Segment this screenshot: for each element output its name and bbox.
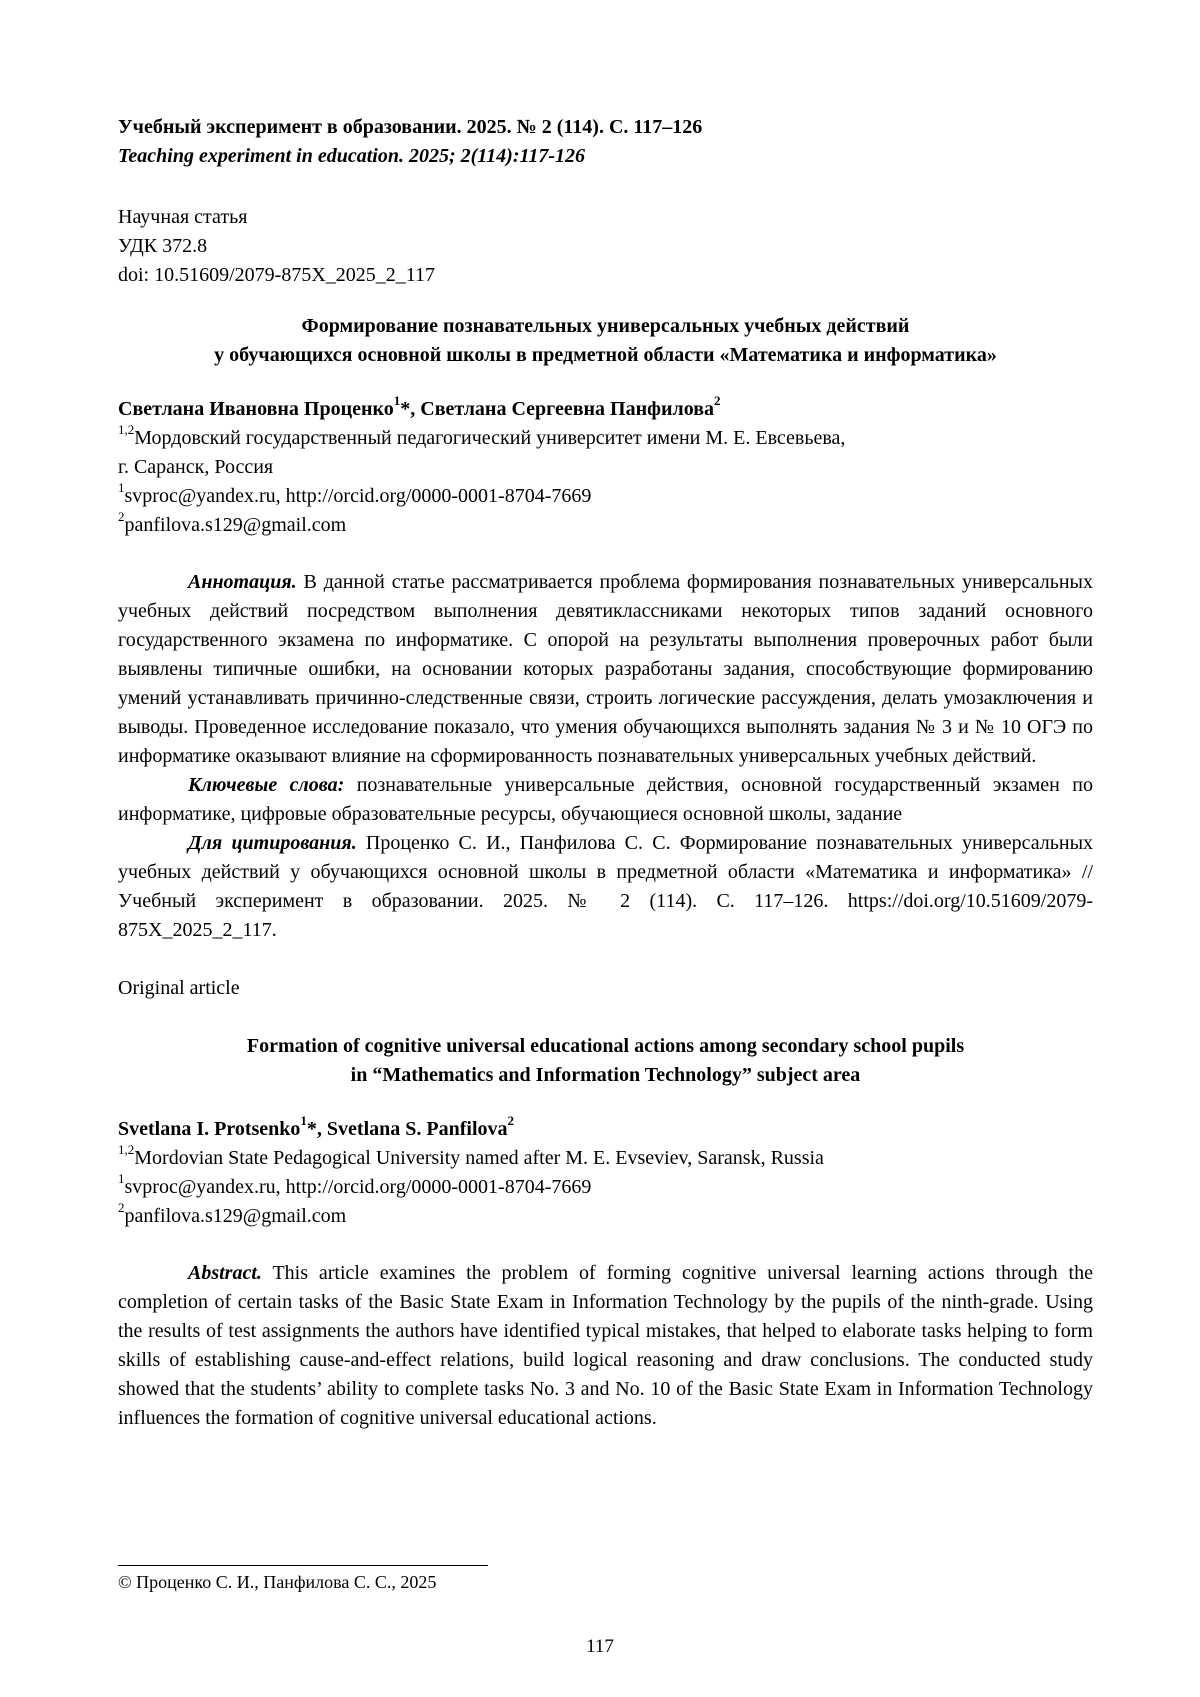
author1-ru-sup: 1 bbox=[393, 393, 401, 409]
journal-ref-ru: Учебный эксперимент в образовании. 2025. № 2 (114). С. 117–126 bbox=[118, 116, 703, 138]
article-content bbox=[118, 113, 1093, 1433]
author2-en: Svetlana S. Panfilova bbox=[326, 1118, 508, 1140]
citation-text: Проценко С. И., Панфилова С. С. Формирование познавательных универсальных учебных действий у обучающихся основной школы в предметной области «Математика и информатика» // Учебный эксперимент в образовании. 2025. № 2 (114). С. 117–126. https://doi.org/10.51609/2079-875X_2025_2_117. bbox=[118, 832, 1094, 941]
page-number: 117 bbox=[586, 1636, 614, 1657]
title-ru-line2: у обучающихся основной школы в предметной области «Математика и информатика» bbox=[214, 344, 997, 366]
citation bbox=[118, 829, 1093, 945]
contact-1-text: svproc@yandex.ru, http://orcid.org/0000-0001-8704-7669 bbox=[124, 485, 592, 507]
original-article-label: Original article bbox=[118, 977, 240, 999]
article-type: Научная статья bbox=[118, 206, 248, 228]
title-en-line1: Formation of cognitive universal educational actions among secondary school pupils bbox=[246, 1035, 965, 1057]
contact-2-en-text: panfilova.s129@gmail.com bbox=[124, 1205, 347, 1227]
author2-ru-sup: 2 bbox=[714, 393, 721, 409]
affiliation-en bbox=[118, 1144, 1093, 1173]
contact-2-text: panfilova.s129@gmail.com bbox=[124, 514, 347, 536]
contact-2-ru bbox=[118, 511, 1093, 540]
author2-en-sup: 2 bbox=[507, 1113, 514, 1129]
contact-1-en-sup: 1 bbox=[118, 1171, 125, 1187]
affiliation-ru-sup: 1,2 bbox=[118, 422, 135, 438]
affiliation-ru-line1: Мордовский государственный педагогический университет имени М. Е. Евсевьева, bbox=[134, 427, 846, 449]
keywords bbox=[118, 771, 1093, 829]
affiliation-ru bbox=[118, 424, 1093, 453]
authors-ru bbox=[118, 395, 1093, 424]
keywords-label: Ключевые слова: bbox=[188, 774, 345, 796]
journal-ref-en: Teaching experiment in education. 2025; 2(114):117-126 bbox=[118, 145, 586, 167]
udk: УДК 372.8 bbox=[118, 235, 208, 257]
doi: doi: 10.51609/2079-875X_2025_2_117 bbox=[118, 264, 436, 286]
annotation-label: Аннотация. bbox=[188, 571, 297, 593]
contact-1-en bbox=[118, 1173, 1093, 1202]
affiliation-en-line1: Mordovian State Pedagogical University named after M. E. Evseviev, Saransk, Russia bbox=[134, 1147, 824, 1169]
contact-2-en-sup: 2 bbox=[118, 1200, 125, 1216]
title-en-line2: in “Mathematics and Information Technology” subject area bbox=[350, 1064, 861, 1086]
footnote-divider bbox=[118, 1565, 488, 1566]
keywords-text: познавательные универсальные действия, основной государственный экзамен по информатике, цифровые образовательные ресурсы, обучающиеся основной школы, задание bbox=[118, 774, 1093, 825]
title-ru bbox=[118, 312, 1093, 370]
affiliation-en-sup: 1,2 bbox=[118, 1142, 135, 1158]
annotation bbox=[118, 568, 1093, 771]
author2-ru: Светлана Сергеевна Панфилова bbox=[420, 398, 715, 420]
abstract-label: Abstract. bbox=[188, 1262, 262, 1284]
contact-2-en bbox=[118, 1202, 1093, 1231]
contact-1-ru bbox=[118, 482, 1093, 511]
author-separator-en: *, bbox=[306, 1118, 327, 1140]
abstract-en bbox=[118, 1259, 1093, 1433]
citation-label: Для цитирования. bbox=[188, 832, 357, 854]
copyright-notice: © Проценко С. И., Панфилова С. С., 2025 bbox=[118, 1572, 437, 1592]
author-separator: *, bbox=[400, 398, 421, 420]
contact-1-sup: 1 bbox=[118, 480, 125, 496]
authors-en bbox=[118, 1115, 1093, 1144]
author1-en: Svetlana I. Protsenko bbox=[118, 1118, 301, 1140]
author1-en-sup: 1 bbox=[300, 1113, 307, 1129]
contact-2-sup: 2 bbox=[118, 509, 125, 525]
abstract-text: This article examines the problem of forming cognitive universal learning actions through the completion of certain tasks of the Basic State Exam in Information Technology by the pupils of the ninth-grade. Using the results of test assignments the authors have identified typical mistakes, that helped to elaborate tasks helping to form skills of establishing cause-and-effect relations, build logical reasoning and draw conclusions. The conducted study showed that the students’ ability to complete tasks No. 3 and No. 10 of the Basic State Exam in Information Technology influences the formation of cognitive universal educational actions. bbox=[118, 1262, 1093, 1429]
author1-ru: Светлана Ивановна Проценко bbox=[118, 398, 394, 420]
affiliation-ru-line2: г. Саранск, Россия bbox=[118, 456, 274, 478]
contact-1-en-text: svproc@yandex.ru, http://orcid.org/0000-0001-8704-7669 bbox=[124, 1176, 592, 1198]
title-ru-line1: Формирование познавательных универсальных учебных действий bbox=[301, 315, 910, 337]
annotation-text: В данной статье рассматривается проблема формирования познавательных универсальных учебных действий посредством выполнения девятиклассниками некоторых типов заданий основного государственного экзамена по информатике. С опорой на результаты выполнения проверочных работ были выявлены типичные ошибки, на основании которых разработаны задания, способствующие формированию умений устанавливать причинно-следственные связи, строить логические рассуждения, делать умозаключения и выводы. Проведенное исследование показало, что умения обучающихся выполнять задания № 3 и № 10 ОГЭ по информатике оказывают влияние на сформированность познавательных универсальных учебных действий. bbox=[118, 571, 1093, 767]
title-en bbox=[118, 1032, 1093, 1090]
